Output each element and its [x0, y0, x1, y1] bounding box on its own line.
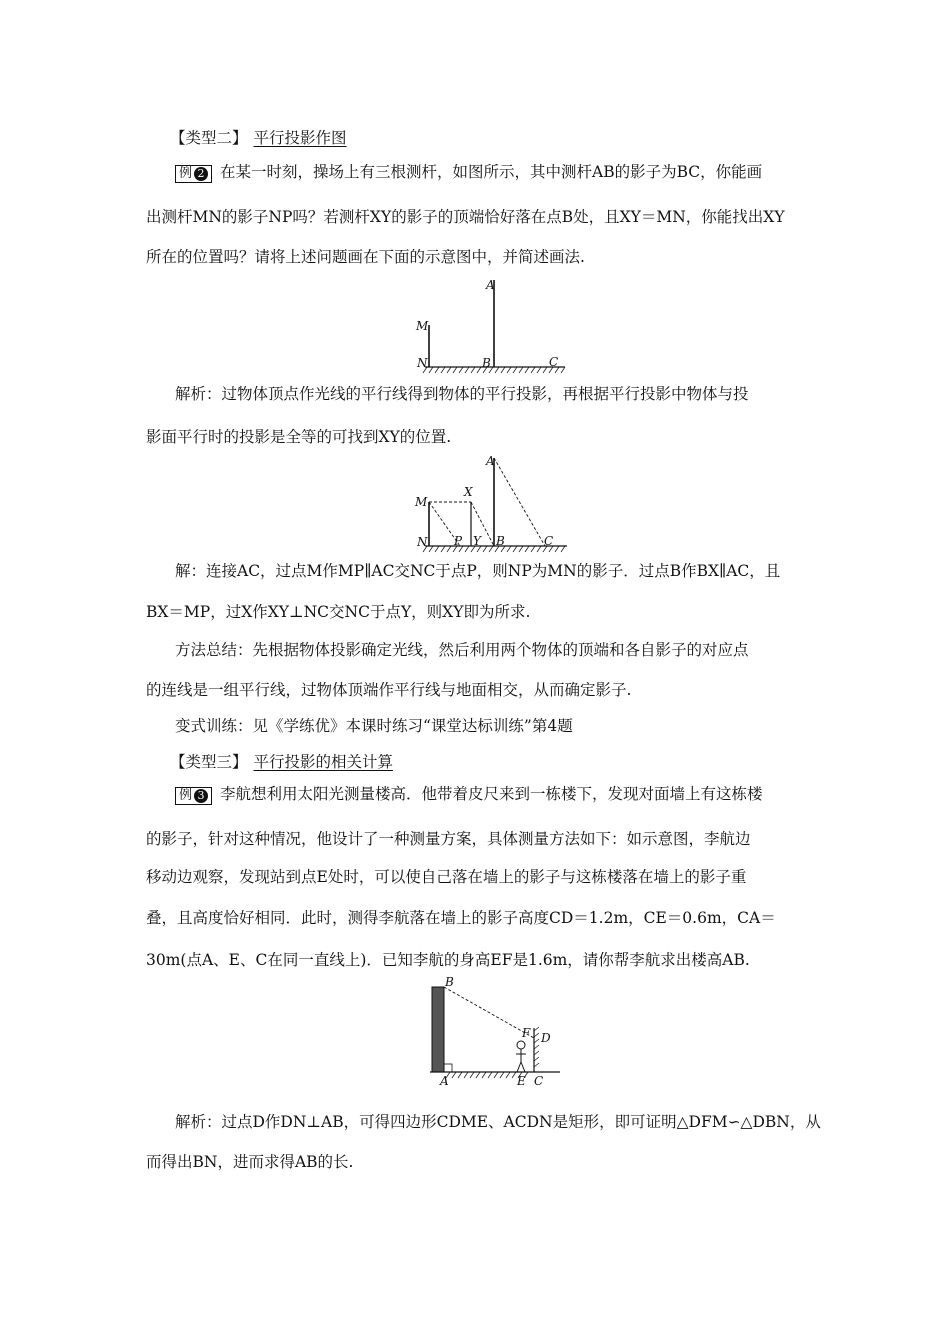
analysis-type2-line-1: 解析：过物体顶点作光线的平行线得到物体的平行投影，再根据平行投影中物体与投	[175, 385, 749, 403]
label-C: C	[534, 1074, 544, 1088]
section-title: 平行投影的相关计算	[253, 753, 394, 771]
section-header-type3	[170, 750, 393, 772]
example-badge: 例 3	[175, 787, 212, 805]
method-summary-line-2: 的连线是一组平行线，过物体顶端作平行线与地面相交，从而确定影子.	[146, 681, 632, 699]
right-angle-mark	[444, 1064, 452, 1072]
method-summary-line-1: 方法总结：先根据物体投影确定光线，然后利用两个物体的顶端和各自影子的对应点	[175, 641, 749, 659]
example-3-line-2: 的影子，针对这种情况，他设计了一种测量方案，具体测量方法如下：如示意图，李航边	[146, 830, 751, 848]
example-2-line-1: 例 2 在某一时刻，操场上有三根测杆，如图所示，其中测杆AB的影子为BC，你能画	[175, 160, 762, 183]
label-N: N	[417, 356, 428, 370]
label-A: A	[486, 278, 495, 292]
ground-hatching	[446, 1072, 528, 1078]
wall-hatching	[534, 1027, 539, 1067]
building-AB	[432, 987, 444, 1072]
example-3-line-1: 例 3 李航想利用太阳光测量楼高．他带着皮尺来到一栋楼下，发现对面墙上有这栋楼	[175, 782, 763, 805]
solution-type2-line-2: BX＝MP，过X作XY⊥NC交NC于点Y，则XY即为所求.	[146, 603, 531, 621]
section-bracket: 【类型三】	[170, 753, 248, 771]
person-leg-right	[521, 1062, 525, 1072]
label-A: A	[486, 454, 495, 468]
light-ray-BD	[444, 987, 534, 1038]
label-C: C	[544, 534, 554, 548]
label-B: B	[445, 975, 454, 989]
label-E: E	[517, 1074, 526, 1088]
label-P: P	[454, 534, 463, 548]
example-2-line-3: 所在的位置吗？请将上述问题画在下面的示意图中，并简述画法.	[146, 248, 585, 266]
figure-2-construction	[405, 450, 580, 555]
label-A: A	[440, 1074, 449, 1088]
label-M: M	[415, 495, 428, 509]
person-leg-left	[517, 1062, 521, 1072]
figure-1-poles	[405, 275, 580, 380]
label-Y: Y	[473, 534, 481, 548]
solution-type2-line-1: 解：连接AC，过点M作MP∥AC交NC于点P，则NP为MN的影子．过点B作BX∥AC，且	[175, 562, 781, 580]
section-header-type2	[170, 126, 347, 148]
person-head	[517, 1041, 525, 1049]
variant-training: 变式训练：见《学练优》本课时练习“课堂达标训练”第4题	[175, 717, 573, 735]
label-N: N	[417, 535, 428, 549]
example-3-line-5: 30m(点A、E、C在同一直线上)．已知李航的身高EF是1.6m，请你帮李航求出楼高AB.	[146, 951, 750, 969]
analysis-type2-line-2: 影面平行时的投影是全等的可找到XY的位置.	[146, 428, 452, 446]
label-B: B	[482, 356, 491, 370]
label-X: X	[464, 485, 473, 499]
figure-3-building-shadow	[420, 975, 570, 1090]
ground-hatching	[423, 367, 565, 373]
label-B: B	[496, 534, 505, 548]
label-C: C	[549, 355, 559, 369]
example-3-line-4: 叠，且高度恰好相同．此时，测得李航落在墙上的影子高度CD＝1.2m，CE＝0.6m，CA＝	[146, 909, 776, 927]
section-title: 平行投影作图	[253, 129, 347, 147]
example-badge: 例 2	[175, 165, 212, 183]
dashed-AC	[494, 458, 545, 546]
label-D: D	[541, 1031, 551, 1045]
analysis-type3-line-2: 而得出BN，进而求得AB的长.	[146, 1153, 354, 1171]
analysis-type3-line-1: 解析：过点D作DN⊥AB，可得四边形CDME、ACDN是矩形，即可证明△DFM∽△DBN，从	[175, 1113, 821, 1131]
label-M: M	[416, 319, 429, 333]
label-F: F	[522, 1026, 531, 1040]
section-bracket: 【类型二】	[170, 129, 248, 147]
example-2-line-2: 出测杆MN的影子NP吗？若测杆XY的影子的顶端恰好落在点B处，且XY＝MN，你能找出XY	[146, 208, 785, 226]
example-3-line-3: 移动边观察，发现站到点E处时，可以使自己落在墙上的影子与这栋楼落在墙上的影子重	[146, 868, 747, 886]
